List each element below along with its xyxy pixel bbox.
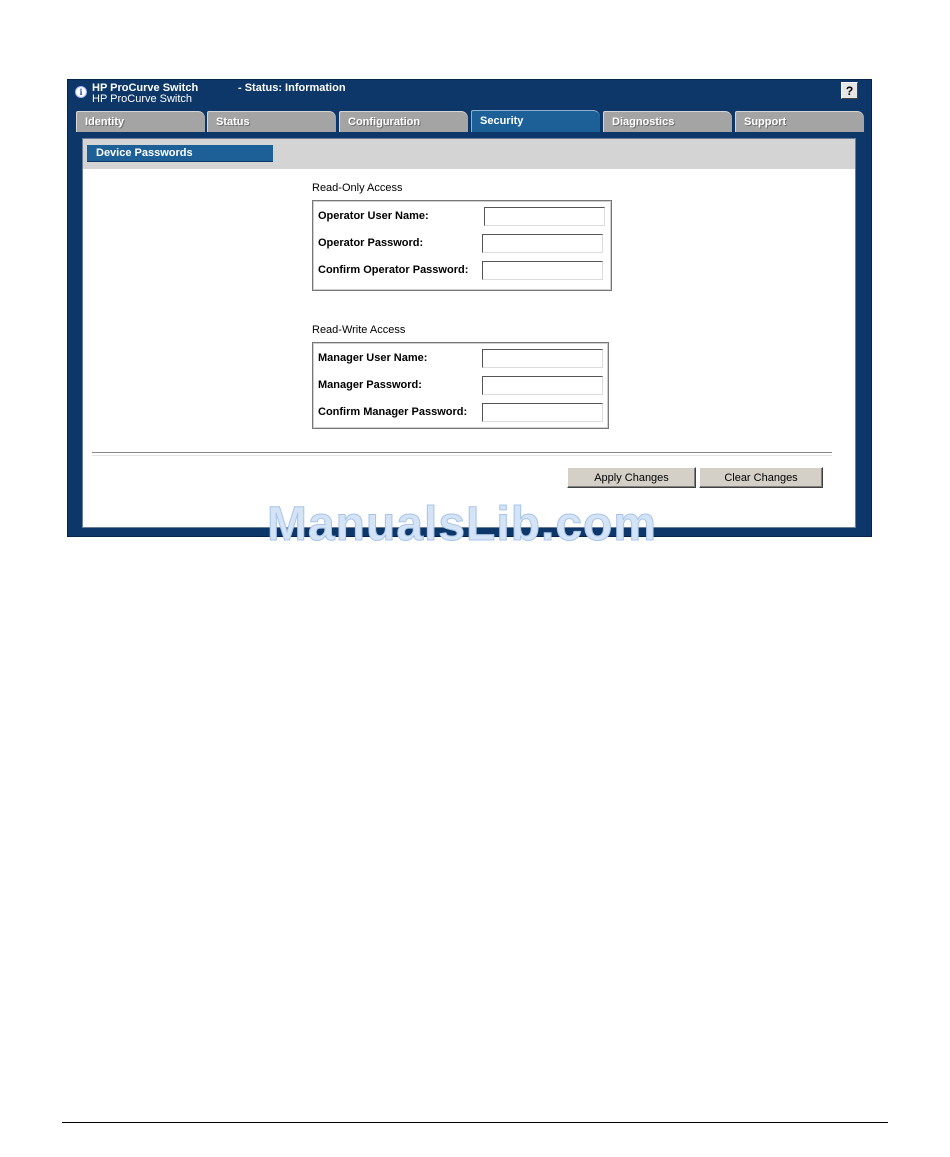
operator-password-input[interactable] — [482, 234, 603, 253]
read-only-title: Read-Only Access — [312, 182, 403, 194]
device-name: HP ProCurve Switch — [92, 93, 193, 105]
confirm-operator-password-label: Confirm Operator Password: — [318, 264, 469, 276]
manager-password-label: Manager Password: — [318, 379, 422, 391]
clear-changes-button[interactable]: Clear Changes — [699, 467, 823, 488]
subtab-bar — [83, 139, 855, 169]
read-only-group — [312, 200, 612, 291]
apply-changes-button[interactable]: Apply Changes — [567, 467, 696, 488]
manager-password-input[interactable] — [482, 376, 603, 395]
watermark: ManualsLib.com — [267, 498, 658, 551]
help-icon[interactable]: ? — [841, 82, 858, 99]
divider — [92, 452, 832, 456]
tab-security[interactable]: Security — [471, 110, 600, 132]
confirm-manager-password-label: Confirm Manager Password: — [318, 406, 468, 418]
tab-diagnostics[interactable]: Diagnostics — [603, 111, 732, 132]
subtab-device-passwords[interactable]: Device Passwords — [87, 145, 273, 162]
operator-user-name-input[interactable] — [484, 207, 605, 226]
content-panel — [82, 138, 856, 528]
app-title: HP ProCurve Switch — [92, 82, 199, 94]
tab-support[interactable]: Support — [735, 111, 864, 132]
tab-configuration[interactable]: Configuration — [339, 111, 468, 132]
tab-status[interactable]: Status — [207, 111, 336, 132]
app-window — [67, 79, 872, 537]
manager-user-name-label: Manager User Name: — [318, 352, 428, 364]
read-write-group — [312, 342, 609, 429]
manager-user-name-input[interactable] — [482, 349, 603, 368]
operator-password-label: Operator Password: — [318, 237, 424, 249]
info-icon: i — [75, 86, 87, 98]
tab-identity[interactable]: Identity — [76, 111, 205, 132]
status-text: - Status: Information — [238, 82, 346, 94]
footer-rule — [62, 1122, 888, 1123]
confirm-operator-password-input[interactable] — [482, 261, 603, 280]
tab-bar — [76, 110, 866, 132]
read-write-title: Read-Write Access — [312, 324, 406, 336]
operator-user-name-label: Operator User Name: — [318, 210, 429, 222]
confirm-manager-password-input[interactable] — [482, 403, 603, 422]
